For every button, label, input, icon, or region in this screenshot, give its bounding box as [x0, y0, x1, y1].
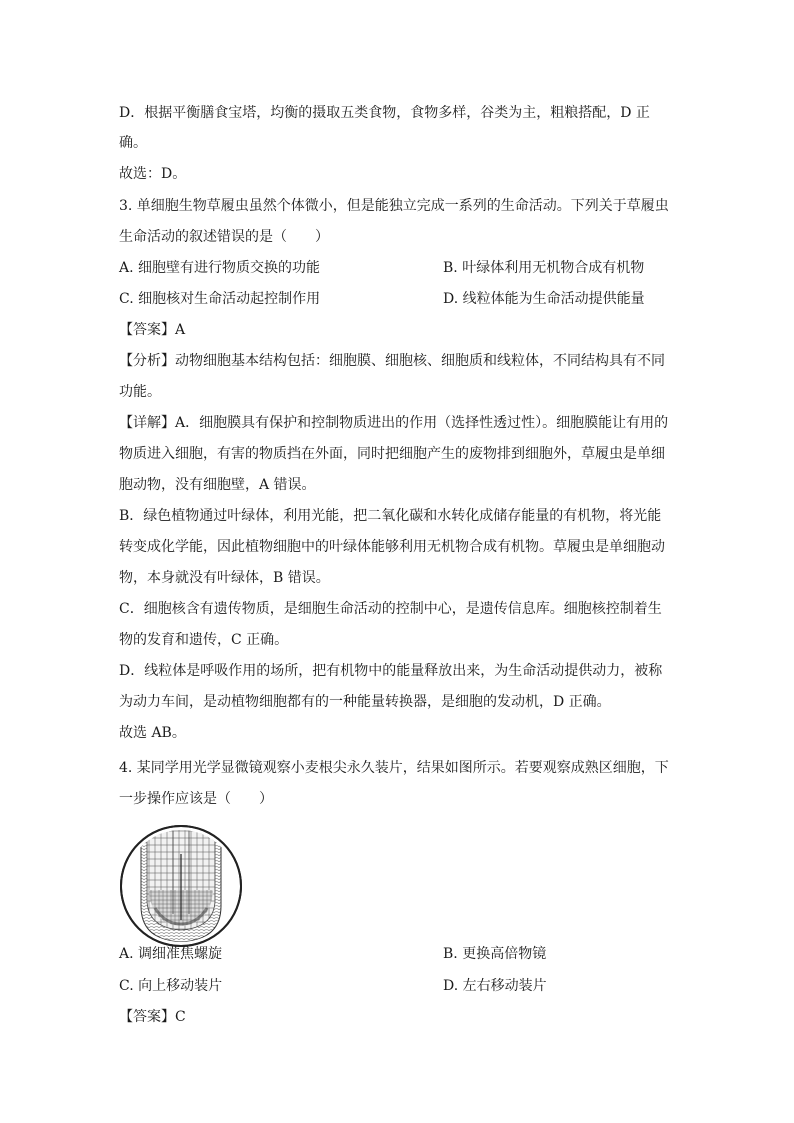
prev-option-d-line1: D．根据平衡膳食宝塔，均衡的摄取五类食物，食物多样，谷类为主，粗粮搭配，D 正	[119, 105, 650, 121]
q3-detail-line: 【详解】A．细胞膜具有保护和控制物质进出的作用（选择性透过性）。细胞膜能让有用的	[119, 415, 669, 431]
q3-conclusion: 故选 AB。	[119, 725, 186, 741]
q3-stem-line1: 3. 单细胞生物草履虫虽然个体微小，但是能独立完成一系列的生命活动。下列关于草履虫	[119, 198, 669, 214]
q3-detail-line: 转变成化学能，因此植物细胞中的叶绿体能够利用无机物合成有机物。草履虫是单细胞动	[119, 539, 665, 555]
q3-analysis-line2: 功能。	[119, 384, 161, 400]
q3-stem-line2: 生命活动的叙述错误的是（ ）	[119, 229, 329, 245]
q3-detail-line: C．细胞核含有遗传物质，是细胞生命活动的控制中心，是遗传信息库。细胞核控制着生	[119, 601, 662, 617]
q4-option-d: D. 左右移动装片	[443, 978, 547, 994]
q4-option-b: B. 更换高倍物镜	[443, 946, 547, 962]
q3-detail-line: 为动力车间，是动植物细胞都有的一种能量转换器，是细胞的发动机，D 正确。	[119, 694, 611, 710]
q3-detail-line: 物，本身就没有叶绿体，B 错误。	[119, 570, 330, 586]
q4-stem-line1: 4. 某同学用光学显微镜观察小麦根尖永久装片，结果如图所示。若要观察成熟区细胞，下	[119, 760, 669, 776]
root-tip-micrograph	[119, 824, 243, 948]
prev-conclusion: 故选：D。	[119, 166, 187, 182]
q3-option-c: C. 细胞核对生命活动起控制作用	[119, 291, 321, 307]
q3-detail-line: 胞动物，没有细胞壁，A 错误。	[119, 477, 316, 493]
q4-option-c: C. 向上移动装片	[119, 978, 223, 994]
q3-answer: 【答案】A	[119, 322, 186, 338]
q3-option-a: A. 细胞壁有进行物质交换的功能	[119, 260, 321, 276]
q3-option-b: B. 叶绿体利用无机物合成有机物	[443, 260, 645, 276]
q4-stem-line2: 一步操作应该是（ ）	[119, 791, 273, 807]
q3-option-d: D. 线粒体能为生命活动提供能量	[443, 291, 645, 307]
q3-detail-line: 物的发育和遗传，C 正确。	[119, 632, 289, 648]
q3-detail-line: B．绿色植物通过叶绿体，利用光能，把二氧化碳和水转化成储存能量的有机物，将光能	[119, 508, 662, 524]
q3-detail-line: D．线粒体是呼吸作用的场所，把有机物中的能量释放出来，为生命活动提供动力，被称	[119, 663, 663, 679]
q4-answer: 【答案】C	[119, 1009, 186, 1025]
prev-option-d-line2: 确。	[119, 135, 147, 151]
q3-detail-line: 物质进入细胞，有害的物质挡在外面，同时把细胞产生的废物排到细胞外，草履虫是单细	[119, 446, 665, 462]
q3-analysis-line1: 【分析】动物细胞基本结构包括：细胞膜、细胞核、细胞质和线粒体，不同结构具有不同	[119, 353, 665, 369]
q4-option-a: A. 调细准焦螺旋	[119, 946, 223, 962]
